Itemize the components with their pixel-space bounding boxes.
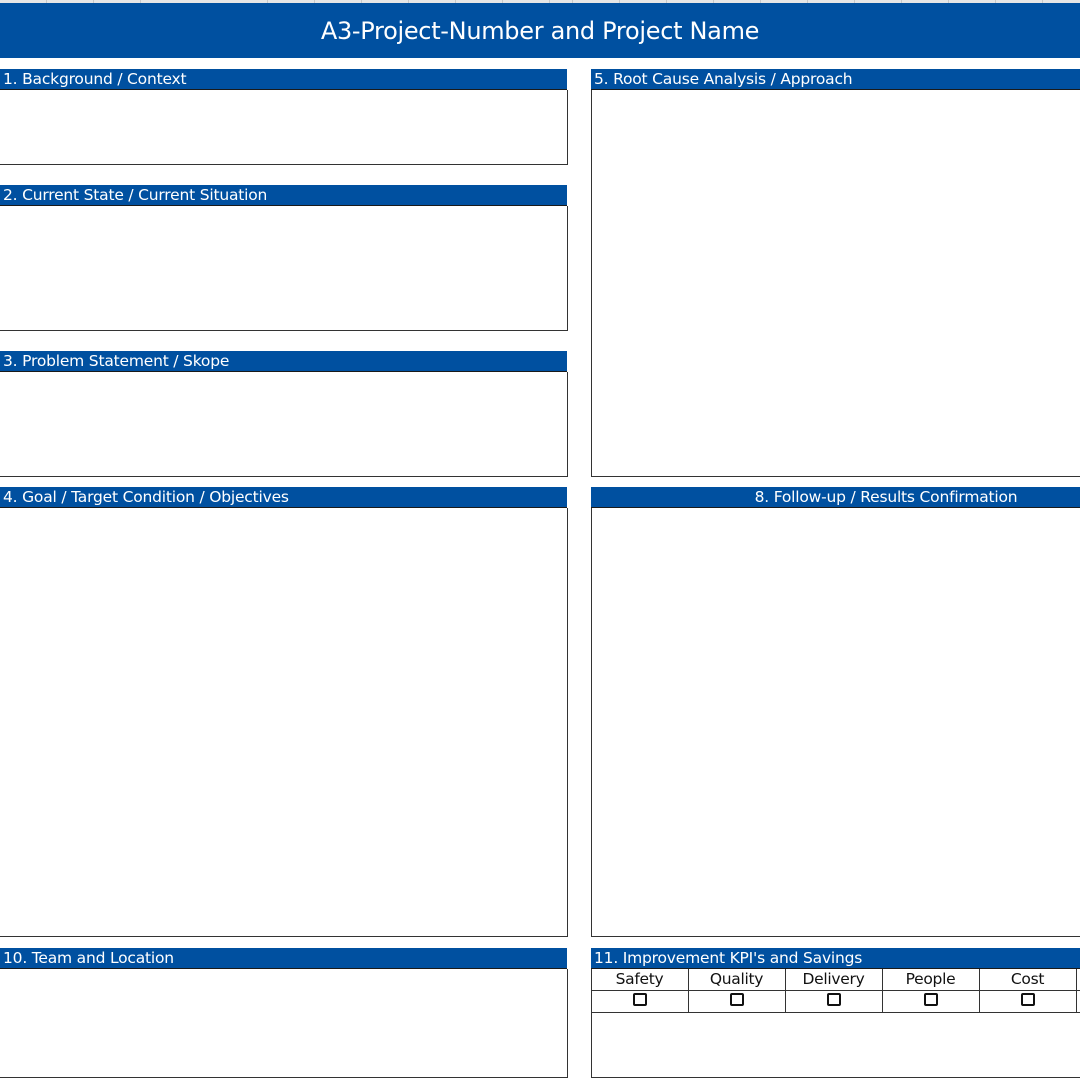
section-5-header: [591, 69, 1080, 90]
kpi-cell-delivery: [785, 991, 883, 1013]
section-8-content-area[interactable]: [591, 508, 1080, 937]
section-4-header: [0, 487, 567, 508]
kpi-label-people: People: [882, 969, 980, 991]
section-2-header: [0, 185, 567, 206]
section-11-header: [591, 948, 1080, 969]
document-title-bar: [0, 3, 1080, 58]
section-5-content-area[interactable]: [591, 90, 1080, 477]
section-4-title: 4. Goal / Target Condition / Objectives: [3, 488, 289, 506]
document-title[interactable]: A3-Project-Number and Project Name: [320, 16, 760, 45]
section-3-content-area[interactable]: [0, 372, 568, 477]
section-1-title: 1. Background / Context: [3, 70, 187, 88]
kpi-label-safety: Safety: [591, 969, 689, 991]
section-3-title: 3. Problem Statement / Skope: [3, 352, 230, 370]
section-10-title: 10. Team and Location: [3, 949, 174, 967]
section-8-header: [591, 487, 1080, 508]
kpi-label-cost: Cost: [979, 969, 1077, 991]
kpi-label-row: [591, 969, 1080, 991]
kpi-cell-people: [882, 991, 980, 1013]
kpi-checkbox-row: [591, 991, 1080, 1013]
section-2-title: 2. Current State / Current Situation: [3, 186, 268, 204]
section-5-title: 5. Root Cause Analysis / Approach: [594, 70, 853, 88]
section-3-header: [0, 351, 567, 372]
section-1-header: [0, 69, 567, 90]
section-1-content-area[interactable]: [0, 90, 568, 165]
section-10-header: [0, 948, 567, 969]
quality-checkbox[interactable]: [730, 993, 744, 1006]
delivery-checkbox[interactable]: [827, 993, 841, 1006]
kpi-cell-cost: [979, 991, 1077, 1013]
section-11-title: 11. Improvement KPI's and Savings: [594, 949, 863, 967]
section-2-content-area[interactable]: [0, 206, 568, 331]
kpi-cell-safety: [591, 991, 689, 1013]
kpi-label-delivery: Delivery: [785, 969, 883, 991]
safety-checkbox[interactable]: [633, 993, 647, 1006]
section-8-title: 8. Follow-up / Results Confirmation: [754, 488, 1018, 506]
section-10-content-area[interactable]: [0, 969, 568, 1078]
kpi-label-quality: Quality: [688, 969, 786, 991]
cost-checkbox[interactable]: [1021, 993, 1035, 1006]
people-checkbox[interactable]: [924, 993, 938, 1006]
kpi-cell-quality: [688, 991, 786, 1013]
section-4-content-area[interactable]: [0, 508, 568, 937]
